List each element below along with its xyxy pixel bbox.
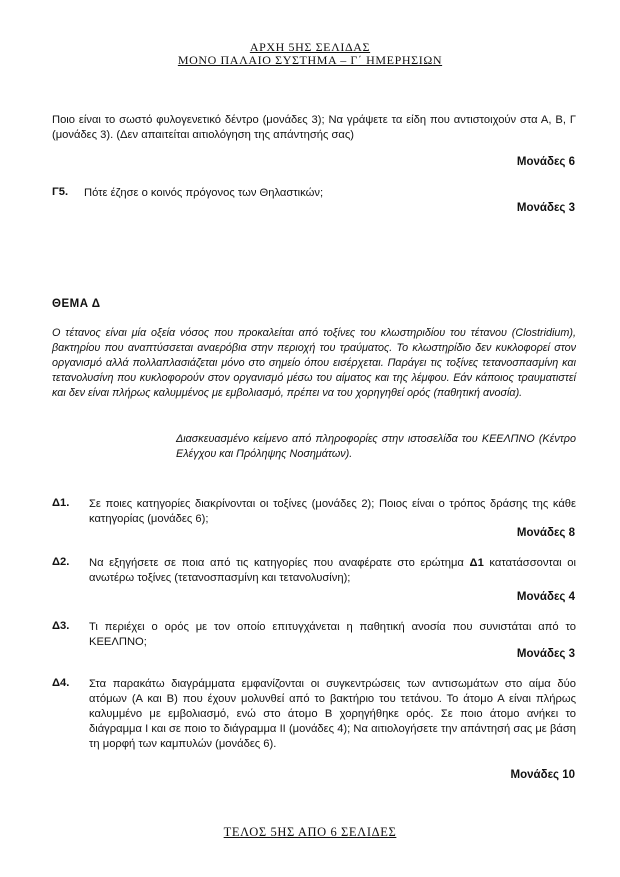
question-d1-label: Δ1.	[52, 497, 70, 509]
intro-question-text: Ποιο είναι το σωστό φυλογενετικό δέντρο (μονάδες 3); Να γράψετε τα είδη που αντιστοιχούν στα Α, Β, Γ (μονάδες 3). (Δεν απαιτείται αιτιολόγηση της απάντησής σας)	[52, 114, 576, 141]
question-d3-text: Τι περιέχει ο ορός με τον οποίο επιτυγχάνεται η παθητική ανοσία που συνιστάται από το ΚΕΕΛΠΝΟ;	[89, 621, 576, 648]
question-d2-label: Δ2.	[52, 556, 70, 568]
question-d2-reference: Δ1	[469, 557, 484, 569]
question-d3-score: Μονάδες 3	[516, 648, 575, 660]
question-g5-label: Γ5.	[52, 186, 69, 198]
question-d2-text	[89, 556, 576, 586]
page-header-top: ΑΡΧΗ 5ΗΣ ΣΕΛΙΔΑΣ	[249, 40, 371, 54]
passage-source: Διασκευασμένο κείμενο από πληροφορίες στην ιστοσελίδα του ΚΕΕΛΠΝΟ (Κέντρο Ελέγχου και Πρόληψης Νοσημάτων).	[176, 433, 576, 460]
question-d3-label: Δ3.	[52, 620, 70, 632]
question-d1-text: Σε ποιες κατηγορίες διακρίνονται οι τοξίνες (μονάδες 2); Ποιος είναι ο τρόπος δράσης της κάθε κατηγορίας (μονάδες 6);	[89, 498, 576, 525]
question-d4-text: Στα παρακάτω διαγράμματα εμφανίζονται οι συγκεντρώσεις των αντισωμάτων στο αίμα δύο ατόμων (Α και Β) που έχουν μολυνθεί από το βακτήριο του τετάνου. Το άτομο Α είναι πλήρως καλυμμένο με εμβολιασμό, ενώ στο άτομο Β χορηγήθηκε ορός. Σε ποιο άτομο ανήκει το διάγραμμα Ι και σε ποιο το διάγραμμα ΙΙ (μονάδες 4); Να αιτιολογήσετε την απάντησή σας με βάση τη μορφή των καμπυλών (μονάδες 6).	[89, 678, 576, 750]
question-d4-label: Δ4.	[52, 677, 70, 689]
question-d2-text-start: Να εξηγήσετε σε ποια από τις κατηγορίες που αναφέρατε στο ερώτημα	[89, 557, 470, 569]
intro-score: Μονάδες 6	[516, 156, 575, 168]
question-d4-score: Μονάδες 10	[510, 769, 575, 781]
theme-d-title: ΘΕΜΑ Δ	[52, 298, 101, 310]
question-d2-score: Μονάδες 4	[516, 591, 575, 603]
page-header-subtitle: ΜΟΝΟ ΠΑΛΑΙΟ ΣΥΣΤΗΜΑ – Γ΄ ΗΜΕΡΗΣΙΩΝ	[177, 53, 443, 67]
question-d2-text-end: κατατάσσονται οι ανωτέρω τοξίνες (τετανοσπασμίνη και τετανολυσίνη);	[89, 557, 576, 584]
theme-d-passage: Ο τέτανος είναι μία οξεία νόσος που προκαλείται από τοξίνες του κλωστηριδίου του τέτανου (Clostridium), βακτηρίου που αναπτύσσεται αναερόβια στην περιοχή του τραύματος. Το κλωστηρίδιο δεν κυκλοφορεί στον οργανισμό αλλά πολλαπλασιάζεται μόνο στο σημείο όπου εισέρχεται. Παράγει τις τοξίνες τετανοσπασμίνη και τετανολυσίνη που κυκλοφορούν στον οργανισμό μέσω του αίματος και της λέμφου. Εάν κάποιος τραυματιστεί και δεν είναι πλήρως καλυμμένος με εμβολιασμό, πρέπει να του χορηγηθεί ορός (παθητική ανοσία).	[52, 327, 576, 399]
page-footer: ΤΕΛΟΣ 5ΗΣ ΑΠΟ 6 ΣΕΛΙΔΕΣ	[223, 825, 397, 839]
question-g5-score: Μονάδες 3	[516, 202, 575, 214]
question-d1-score: Μονάδες 8	[516, 527, 575, 539]
question-g5-text: Πότε έζησε ο κοινός πρόγονος των Θηλαστικών;	[84, 187, 324, 199]
